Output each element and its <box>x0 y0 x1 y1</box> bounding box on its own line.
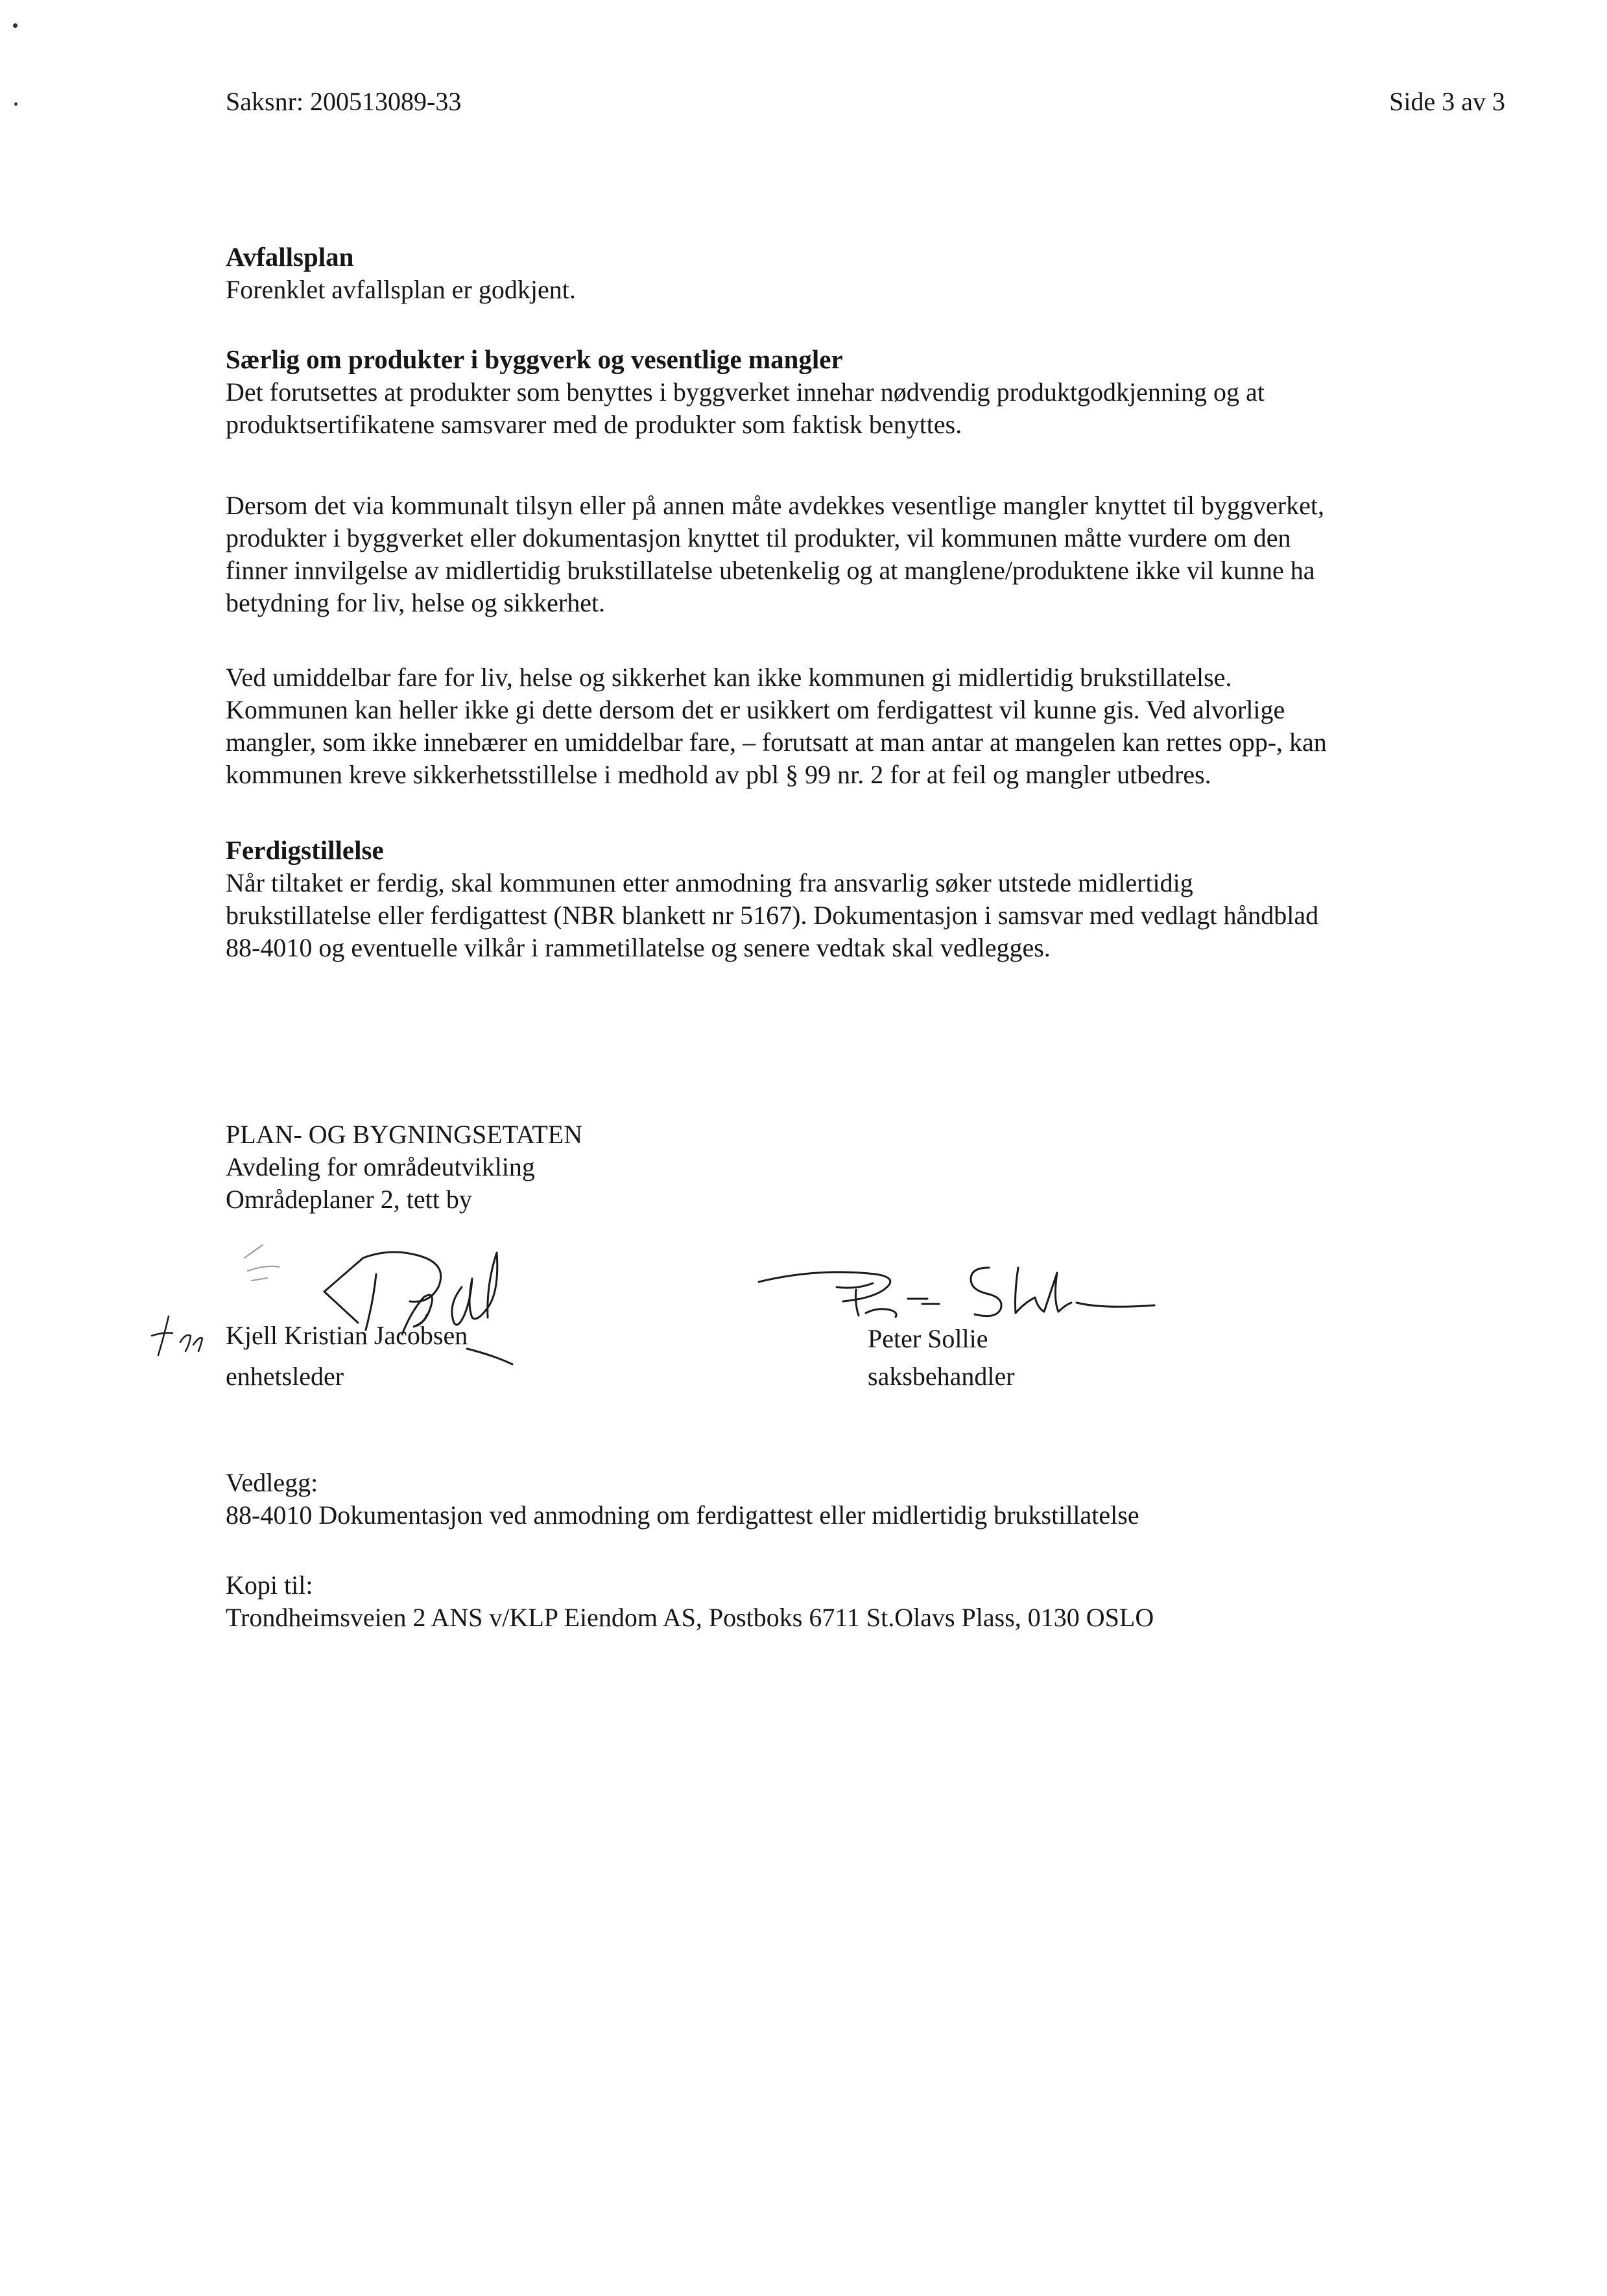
signer-kjell-title: enhetsleder <box>226 1362 344 1391</box>
paragraph-line: Forenklet avfallsplan er godkjent. <box>226 275 576 304</box>
agency-name: PLAN- OG BYGNINGSETATEN <box>226 1120 583 1149</box>
paragraph-line: produktsertifikatene samsvarer med de produkter som faktisk benyttes. <box>226 410 962 439</box>
scan-speck <box>13 23 18 28</box>
copy-to-item: Trondheimsveien 2 ANS v/KLP Eiendom AS, Postboks 6711 St.Olavs Plass, 0130 OSLO <box>226 1603 1154 1632</box>
paragraph-line: Når tiltaket er ferdig, skal kommunen etter anmodning fra ansvarlig søker utstede midlertidig <box>226 868 1193 897</box>
paragraph-line: betydning for liv, helse og sikkerhet. <box>226 588 606 617</box>
unit-name: Områdeplaner 2, tett by <box>226 1185 472 1214</box>
paragraph-danger <box>226 661 1510 791</box>
case-number: Saksnr: 200513089-33 <box>226 87 462 116</box>
paragraph-line: finner innvilgelse av midlertidig brukstillatelse ubetenkelig og at manglene/produktene ikke vil kunne ha <box>226 556 1315 585</box>
section-waste-plan <box>226 240 1510 306</box>
attachments-label: Vedlegg: <box>226 1468 318 1497</box>
paragraph-line: brukstillatelse eller ferdigattest (NBR blankett nr 5167). Dokumentasjon i samsvar med vedlagt håndblad <box>226 901 1319 930</box>
signer-kjell-name: Kjell Kristian Jacobsen <box>226 1321 468 1350</box>
section-completion <box>226 833 1510 964</box>
section-title: Ferdigstillelse <box>226 835 384 865</box>
paragraph-line: kommunen kreve sikkerhetsstillelse i medhold av pbl § 99 nr. 2 for at feil og mangler utbedres. <box>226 760 1211 789</box>
signature-jacobsen <box>130 1219 597 1401</box>
scan-speck <box>14 102 18 106</box>
attachments-block <box>226 1467 1510 1532</box>
section-title: Særlig om produkter i byggverk og vesentlige mangler <box>226 344 843 374</box>
paragraph-line: Dersom det via kommunalt tilsyn eller på annen måte avdekkes vesentlige mangler knyttet til byggverket, <box>226 491 1324 520</box>
agency-block <box>226 1118 1510 1216</box>
section-title: Avfallsplan <box>226 242 354 272</box>
department-name: Avdeling for områdeutvikling <box>226 1152 535 1181</box>
signer-peter-name: Peter Sollie <box>868 1324 988 1353</box>
copy-to-label: Kopi til: <box>226 1570 313 1600</box>
paragraph-defects <box>226 490 1510 619</box>
attachment-item: 88-4010 Dokumentasjon ved anmodning om ferdigattest eller midlertidig brukstillatelse <box>226 1500 1139 1530</box>
copy-to-block <box>226 1569 1510 1634</box>
paragraph-line: Ved umiddelbar fare for liv, helse og sikkerhet kan ikke kommunen gi midlertidig brukstillatelse. <box>226 663 1232 692</box>
section-products <box>226 342 1510 441</box>
paragraph-line: Kommunen kan heller ikke gi dette dersom det er usikkert om ferdigattest vil kunne gis. Ved alvorlige <box>226 695 1285 724</box>
paragraph-line: 88-4010 og eventuelle vilkår i rammetillatelse og senere vedtak skal vedlegges. <box>226 933 1051 962</box>
paragraph-line: produkter i byggverket eller dokumentasjon knyttet til produkter, vil kommunen måtte vurdere om den <box>226 523 1291 552</box>
page-indicator: Side 3 av 3 <box>1389 87 1505 116</box>
paragraph-line: mangler, som ikke innebærer en umiddelbar fare, – forutsatt at man antar at mangelen kan rettes opp-, kan <box>226 728 1327 757</box>
paragraph-line: Det forutsettes at produkter som benyttes i byggverket innehar nødvendig produktgodkjenning og at <box>226 377 1265 407</box>
signer-peter-title: saksbehandler <box>868 1362 1015 1391</box>
